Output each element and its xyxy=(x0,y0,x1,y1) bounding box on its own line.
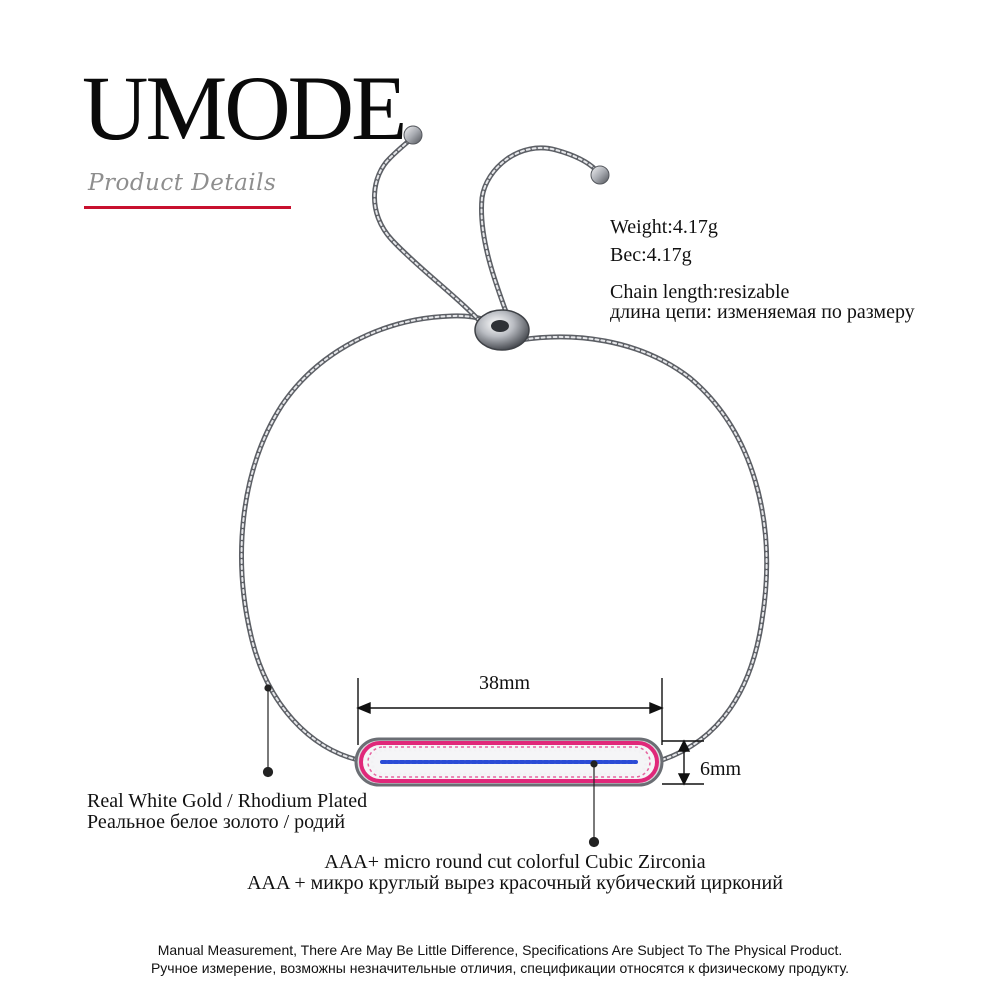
material-en: Real White Gold / Rhodium Plated xyxy=(87,790,368,812)
disclaimer-en: Manual Measurement, There Are May Be Little Difference, Specifications Are Subject To The Physical Product. xyxy=(157,942,843,958)
slider-bead xyxy=(475,310,529,350)
length-label: 38mm xyxy=(479,672,531,694)
height-label: 6mm xyxy=(700,758,742,780)
bar-pendant xyxy=(356,739,662,785)
chain-length-en: Chain length:resizable xyxy=(610,281,790,303)
brand-logo: UMODE xyxy=(82,57,405,159)
material-callout xyxy=(264,685,273,777)
stones-en: AAA+ micro round cut colorful Cubic Zirconia xyxy=(324,851,706,873)
weight-en: Weight:4.17g xyxy=(610,216,718,238)
chain-length-ru: длина цепи: изменяемая по размеру xyxy=(610,301,915,323)
chain-end-ball-left xyxy=(404,126,422,144)
stones-ru: AAA + микро круглый вырез красочный кубический цирконий xyxy=(247,872,783,894)
material-ru: Реальное белое золото / родий xyxy=(87,811,346,833)
disclaimer-ru: Ручное измерение, возможны незначительные отличия, спецификации относятся к физическому продукту. xyxy=(150,960,850,976)
height-dimension xyxy=(662,741,704,784)
weight-ru: Bec:4.17g xyxy=(610,244,692,266)
product-details-subtitle: Product Details xyxy=(88,170,277,196)
chain-end-ball-right xyxy=(591,166,609,184)
